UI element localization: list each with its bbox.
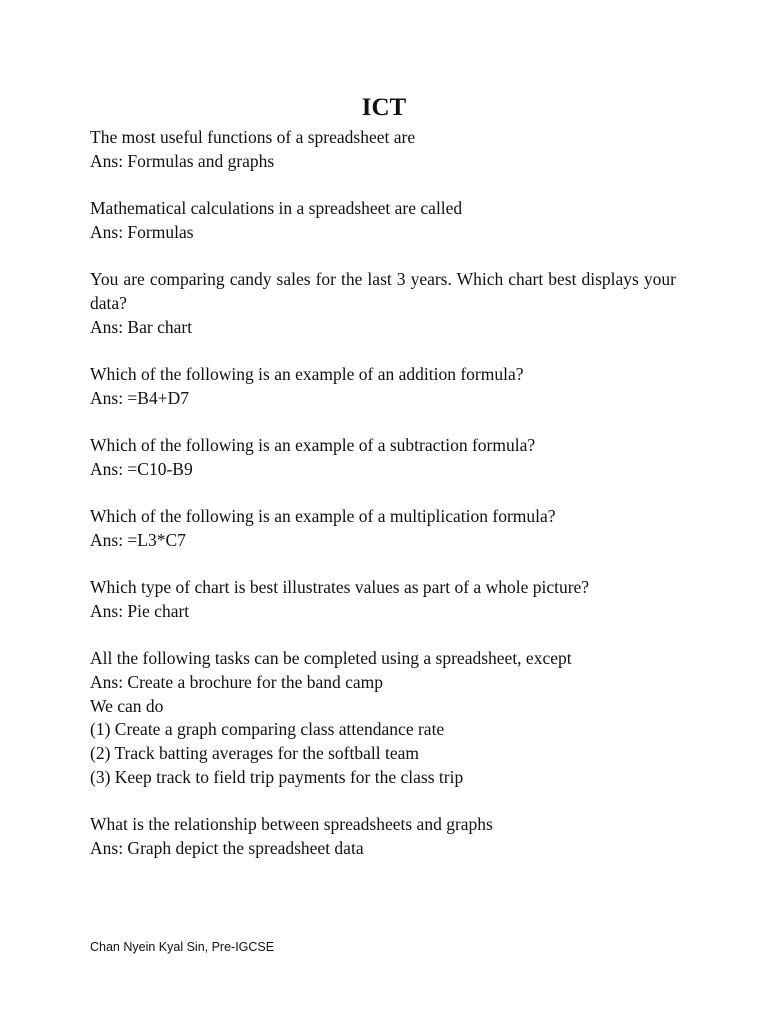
page-title: ICT	[361, 94, 407, 121]
list-item: (3) Keep track to field trip payments for the class trip	[90, 766, 464, 787]
answer-text: Ans: Graph depict the spreadsheet data	[90, 837, 364, 858]
question-text: The most useful functions of a spreadsheet are	[90, 127, 416, 147]
answer-text: Ans: Formulas and graphs	[90, 150, 275, 171]
qa-item-5	[90, 434, 676, 481]
list-item: (2) Track batting averages for the softball team	[90, 743, 419, 764]
qa-item-6	[90, 505, 676, 552]
question-text: What is the relationship between spreadsheets and graphs	[90, 814, 493, 835]
question-text: You are comparing candy sales for the last 3 years. Which chart best displays your data?	[90, 269, 676, 313]
qa-item-2	[90, 197, 676, 244]
answer-text: Ans: Bar chart	[90, 316, 193, 337]
answer-text: Ans: =L3*C7	[90, 529, 186, 550]
qa-item-1	[90, 126, 676, 173]
page-footer: Chan Nyein Kyal Sin, Pre-IGCSE	[90, 940, 275, 954]
question-text: Which of the following is an example of a subtraction formula?	[90, 435, 536, 456]
answer-text: Ans: =C10-B9	[90, 458, 193, 479]
qa-item-7	[90, 576, 676, 623]
question-text: Which type of chart is best illustrates values as part of a whole picture?	[90, 577, 590, 598]
question-text: Which of the following is an example of an addition formula?	[90, 363, 524, 384]
answer-text: Ans: Pie chart	[90, 600, 190, 621]
question-text: All the following tasks can be completed using a spreadsheet, except	[90, 648, 572, 669]
question-text: Mathematical calculations in a spreadsheet are called	[90, 198, 463, 219]
qa-item-9	[90, 813, 676, 860]
answer-text: Ans: Formulas	[90, 221, 194, 242]
answer-text: Ans: =B4+D7	[90, 387, 189, 408]
qa-item-4	[90, 363, 676, 410]
extra-heading: We can do	[90, 695, 164, 716]
answer-text: Ans: Create a brochure for the band camp	[90, 672, 384, 693]
list-item: (1) Create a graph comparing class attendance rate	[90, 719, 445, 740]
qa-item-8	[90, 647, 676, 789]
qa-item-3	[90, 268, 676, 339]
question-text: Which of the following is an example of a multiplication formula?	[90, 506, 556, 527]
qa-list	[90, 126, 676, 884]
